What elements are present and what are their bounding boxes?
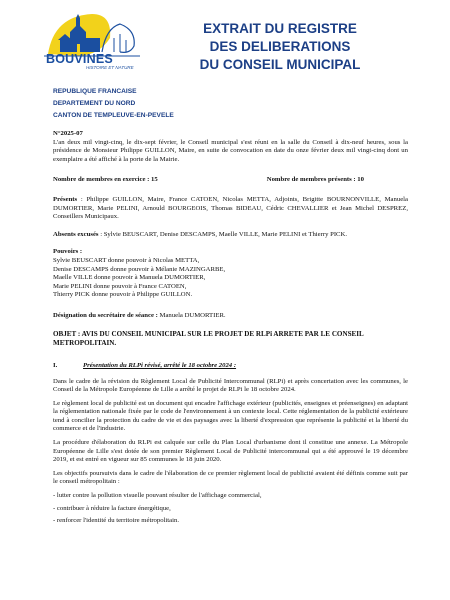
intro-paragraph: L'an deux mil vingt-cinq, le dix-sept février, le Conseil municipal s'est réuni en la salle du Conseil à dix-neuf heures, sous la présidence de Monsieur Philippe GUILLON, Maire, en suite de convocation en date du onze février deux mil vingt-cinq dont un exemplaire a été affiché à la porte de la Mairie. [53,138,408,163]
address-block [53,86,174,122]
section-number: I. [53,361,58,369]
present-label: Présents [53,195,78,203]
members-counts [53,176,408,185]
absent-paragraph [53,231,408,240]
secretaire-text: Manuela DUMORTIER. [157,311,226,319]
deliberation-body [53,130,408,531]
section-heading [53,362,408,371]
present-text: : Philippe GUILLON, Maire, France CATOEN, Nicolas METTA, Adjoints, Brigitte BOURNONVILLE, Manuela DUMORTIER, Marie PELINI, Arnould BOURGEOIS, Thomas BIDEAU, Cédric CHEVALLIER et Jean Michel DESPREZ, Conseillers Municipaux. [53,195,408,221]
body-paragraph: Les objectifs poursuivis dans le cadre de l'élaboration de ce premier règlement local de publicité avaient été définis comme suit par le conseil métropolitain : [53,469,408,486]
present-paragraph [53,196,408,222]
pouvoirs-label: Pouvoirs : [53,248,83,256]
list-item: Sylvie BEUSCART donne pouvoir à Nicolas METTA, [53,256,200,264]
deliberation-number: N°2025-07 [53,130,83,137]
absent-text: : Sylvie BEUSCART, Denise DESCAMPS, Maelle VILLE, Marie PELINI et Thierry PICK. [98,230,348,238]
list-item: Denise DESCAMPS donne pouvoir à Mélanie MAZINGARBE, [53,265,226,273]
address-line: CANTON DE TEMPLEUVE-EN-PEVELE [53,112,174,119]
logo-tagline: HISTOIRE ET NATURE [86,65,134,70]
secretaire-paragraph [53,312,408,321]
members-exercise: Nombre de membres en exercice : 15 [53,176,158,184]
title-line: DES DELIBERATIONS [209,39,351,54]
members-present: Nombre de membres présents : 10 [266,176,364,184]
body-paragraph: Dans le cadre de la révision du Règlement Local de Publicité Intercommunal (RLPi) et après concertation avec les communes, le Conseil de la Métropole Européenne de Lille a arrêté le projet de RLPi le 18 octobre 2024. [53,377,408,394]
objet-heading: OBJET : AVIS DU CONSEIL MUNICIPAL SUR LE PROJET DE RLPi ARRETE PAR LE CONSEIL METROPOLITAIN. [53,329,364,347]
absent-label: Absents excusés [53,230,99,238]
address-line: DEPARTEMENT DU NORD [53,100,136,107]
bullet-item: - lutter contre la pollution visuelle pouvant résulter de l'affichage commercial, [53,492,262,500]
secretaire-label: Désignation du secrétaire de séance : [53,311,158,319]
section-title: Présentation du RLPi révisé, arrêté le 18 octobre 2024 : [83,361,237,369]
title-line: EXTRAIT DU REGISTRE [203,21,357,36]
title-line: DU CONSEIL MUNICIPAL [199,57,361,72]
bullet-item: - renforcer l'identité du territoire métropolitain. [53,517,179,525]
page-title [190,20,370,74]
list-item: Marie PELINI donne pouvoir à France CATOEN, [53,282,187,290]
body-paragraph: Le règlement local de publicité est un document qui encadre l'affichage extérieur (publicités, enseignes et préenseignes) en adaptant la réglementation nationale fixée par le code de l'environnement à un contexte local. Cette réglementation de la publicité extérieure tend à concilier la protection du cadre de vie et des paysages avec la liberté d'expression que représente la publicité et la liberté du commerce et de l'industrie. [53,399,408,433]
logo-name: BOUVINES [46,52,113,66]
bullet-item: - contribuer à réduire la facture énergétique, [53,504,171,512]
pouvoirs-list [53,248,408,300]
address-line: REPUBLIQUE FRANCAISE [53,88,137,95]
list-item: Maelle VILLE donne pouvoir à Manuela DUMORTIER, [53,274,206,282]
body-paragraph: La procédure d'élaboration du RLPi est calquée sur celle du Plan Local d'urbanisme dont il constitue une annexe. La Métropole Européenne de Lille s'est dotée de son premier Règlement Local de Publicité intercommunal qui a été approuvé le 19 décembre 2019, et est entré en vigueur sur 85 communes le 18 juin 2020. [53,439,408,464]
list-item: Thierry PICK donne pouvoir à Philippe GUILLON. [53,291,193,299]
